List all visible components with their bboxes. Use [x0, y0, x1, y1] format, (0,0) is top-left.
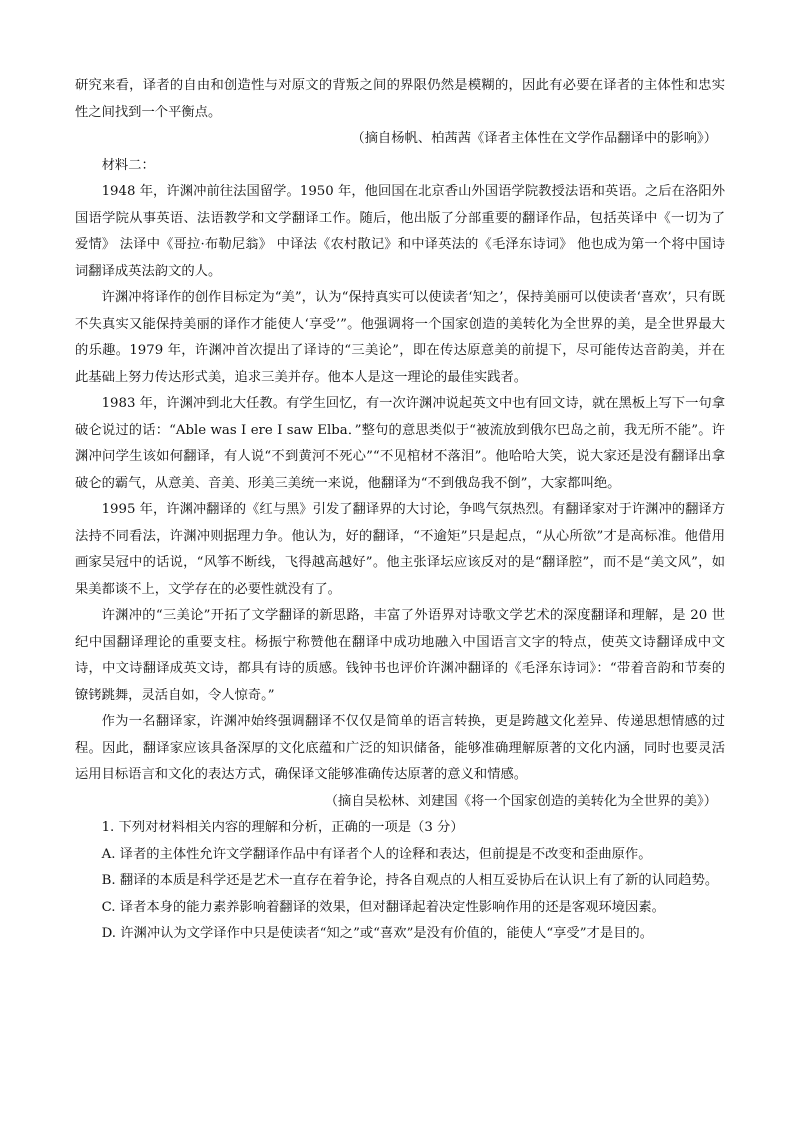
question-1-stem: 1. 下列对材料相关内容的理解和分析，正确的一项是（3 分）	[101, 820, 464, 835]
question-1-option-a: A. 译者的主体性允许文学翻译作品中有译者个人的诠释和表达，但前提是不改变和歪曲原作。	[101, 846, 652, 862]
intro-tail-paragraph: 研究来看，译者的自由和创造性与对原文的背叛之间的界限仍然是模糊的，因此有必要在译者的主体性和忠实性之间找到一个平衡点。	[75, 78, 725, 120]
source-citation-1: （摘自杨帆、柏茜茜《译者主体性在文学作品翻译中的影响》）	[351, 131, 717, 146]
material-2-heading: 材料二：	[101, 157, 155, 173]
document-page	[75, 73, 725, 948]
question-1-option-c: C. 译者本身的能力素养影响着翻译的效果，但对翻译起着决定性影响作用的还是客观环境因素。	[101, 899, 665, 915]
material-2-paragraph: 1995 年，许渊冲翻译的《红与黑》引发了翻译界的大讨论，争鸣气氛热烈。有翻译家对于许渊冲的翻译方法持不同看法，许渊冲则据理力争。他认为，好的翻译，“不逾矩”只是起点，“从心所欲”才是高标准。他借用画家吴冠中的话说，“风筝不断线，飞得越高越好”。他主张译坛应该反对的是“翻译腔”，而不是“美文风”，如果美都谈不上，文学存在的必要性就没有了。	[75, 502, 725, 597]
material-2-paragraph: 1948 年，许渊冲前往法国留学。1950 年，他回国在北京香山外国语学院教授法语和英语。之后在洛阳外国语学院从事英语、法语教学和文学翻译工作。随后，他出版了分部重要的翻译作品，包括英译中《一切为了爱情》 法译中《哥拉·布勒尼翁》 中译法《农村散记》和中译英法的《毛泽东诗词》 他也成为第一个将中国诗词翻译成英法韵文的人。	[75, 184, 725, 279]
question-1-option-d: D. 许渊冲认为文学译作中只是使读者“知之”或“喜欢”是没有价值的，能使人“享受”才是目的。	[101, 926, 654, 941]
material-2-paragraph: 作为一名翻译家，许渊冲始终强调翻译不仅仅是简单的语言转换，更是跨越文化差异、传递思想情感的过程。因此，翻译家应该具备深厚的文化底蕴和广泛的知识储备，能够准确理解原著的文化内涵，同时也要灵活运用目标语言和文化的表达方式，确保译文能够准确传达原著的意义和情感。	[75, 714, 725, 782]
question-1-option-b: B. 翻译的本质是科学还是艺术一直存在着争论，持各自观点的人相互妥协后在认识上有了新的认同趋势。	[101, 873, 719, 888]
material-2-paragraph: 1983 年，许渊冲到北大任教。有学生回忆，有一次许渊冲说起英文中也有回文诗，就在黑板上写下一句拿破仑说过的话：“Able was I ere I saw Elba．”整句的意思类似于“被流放到俄尔巴岛之前，我无所不能”。许渊冲问学生该如何翻译，有人说“不到黄河不死心”“不见棺材不落泪”。他哈哈大笑，说大家还是没有翻译出拿破仑的霸气，从意美、音美、形美三美统一来说，他翻译为“不到俄岛我不倒”，大家都叫绝。	[75, 396, 725, 491]
material-2-paragraph: 许渊冲将译作的创作目标定为“美”，认为“保持真实可以使读者‘知之’，保持美丽可以使读者‘喜欢’，只有既不失真实又能保持美丽的译作才能使人‘享受’”。他强调将一个国家创造的美转化为全世界的美，是全世界最大的乐趣。1979 年，许渊冲首次提出了译诗的“三美论”，即在传达原意美的前提下，尽可能传达音韵美，并在此基础上努力传达形式美，追求三美并存。他本人是这一理论的最佳实践者。	[75, 290, 725, 385]
material-2-paragraph: 许渊冲的“三美论”开拓了文学翻译的新思路，丰富了外语界对诗歌文学艺术的深度翻译和理解，是 20 世纪中国翻译理论的重要支柱。杨振宁称赞他在翻译中成功地融入中国语言文字的特点，使英文诗翻译成中文诗，中文诗翻译成英文诗，都具有诗的质感。钱钟书也评价许渊冲翻译的《毛泽东诗词》：“带着音韵和节奏的镣铐跳舞，灵活自如，令人惊奇。”	[75, 608, 725, 703]
source-citation-2: （摘自吴松林、刘建国《将一个国家创造的美转化为全世界的美》）	[324, 793, 717, 809]
